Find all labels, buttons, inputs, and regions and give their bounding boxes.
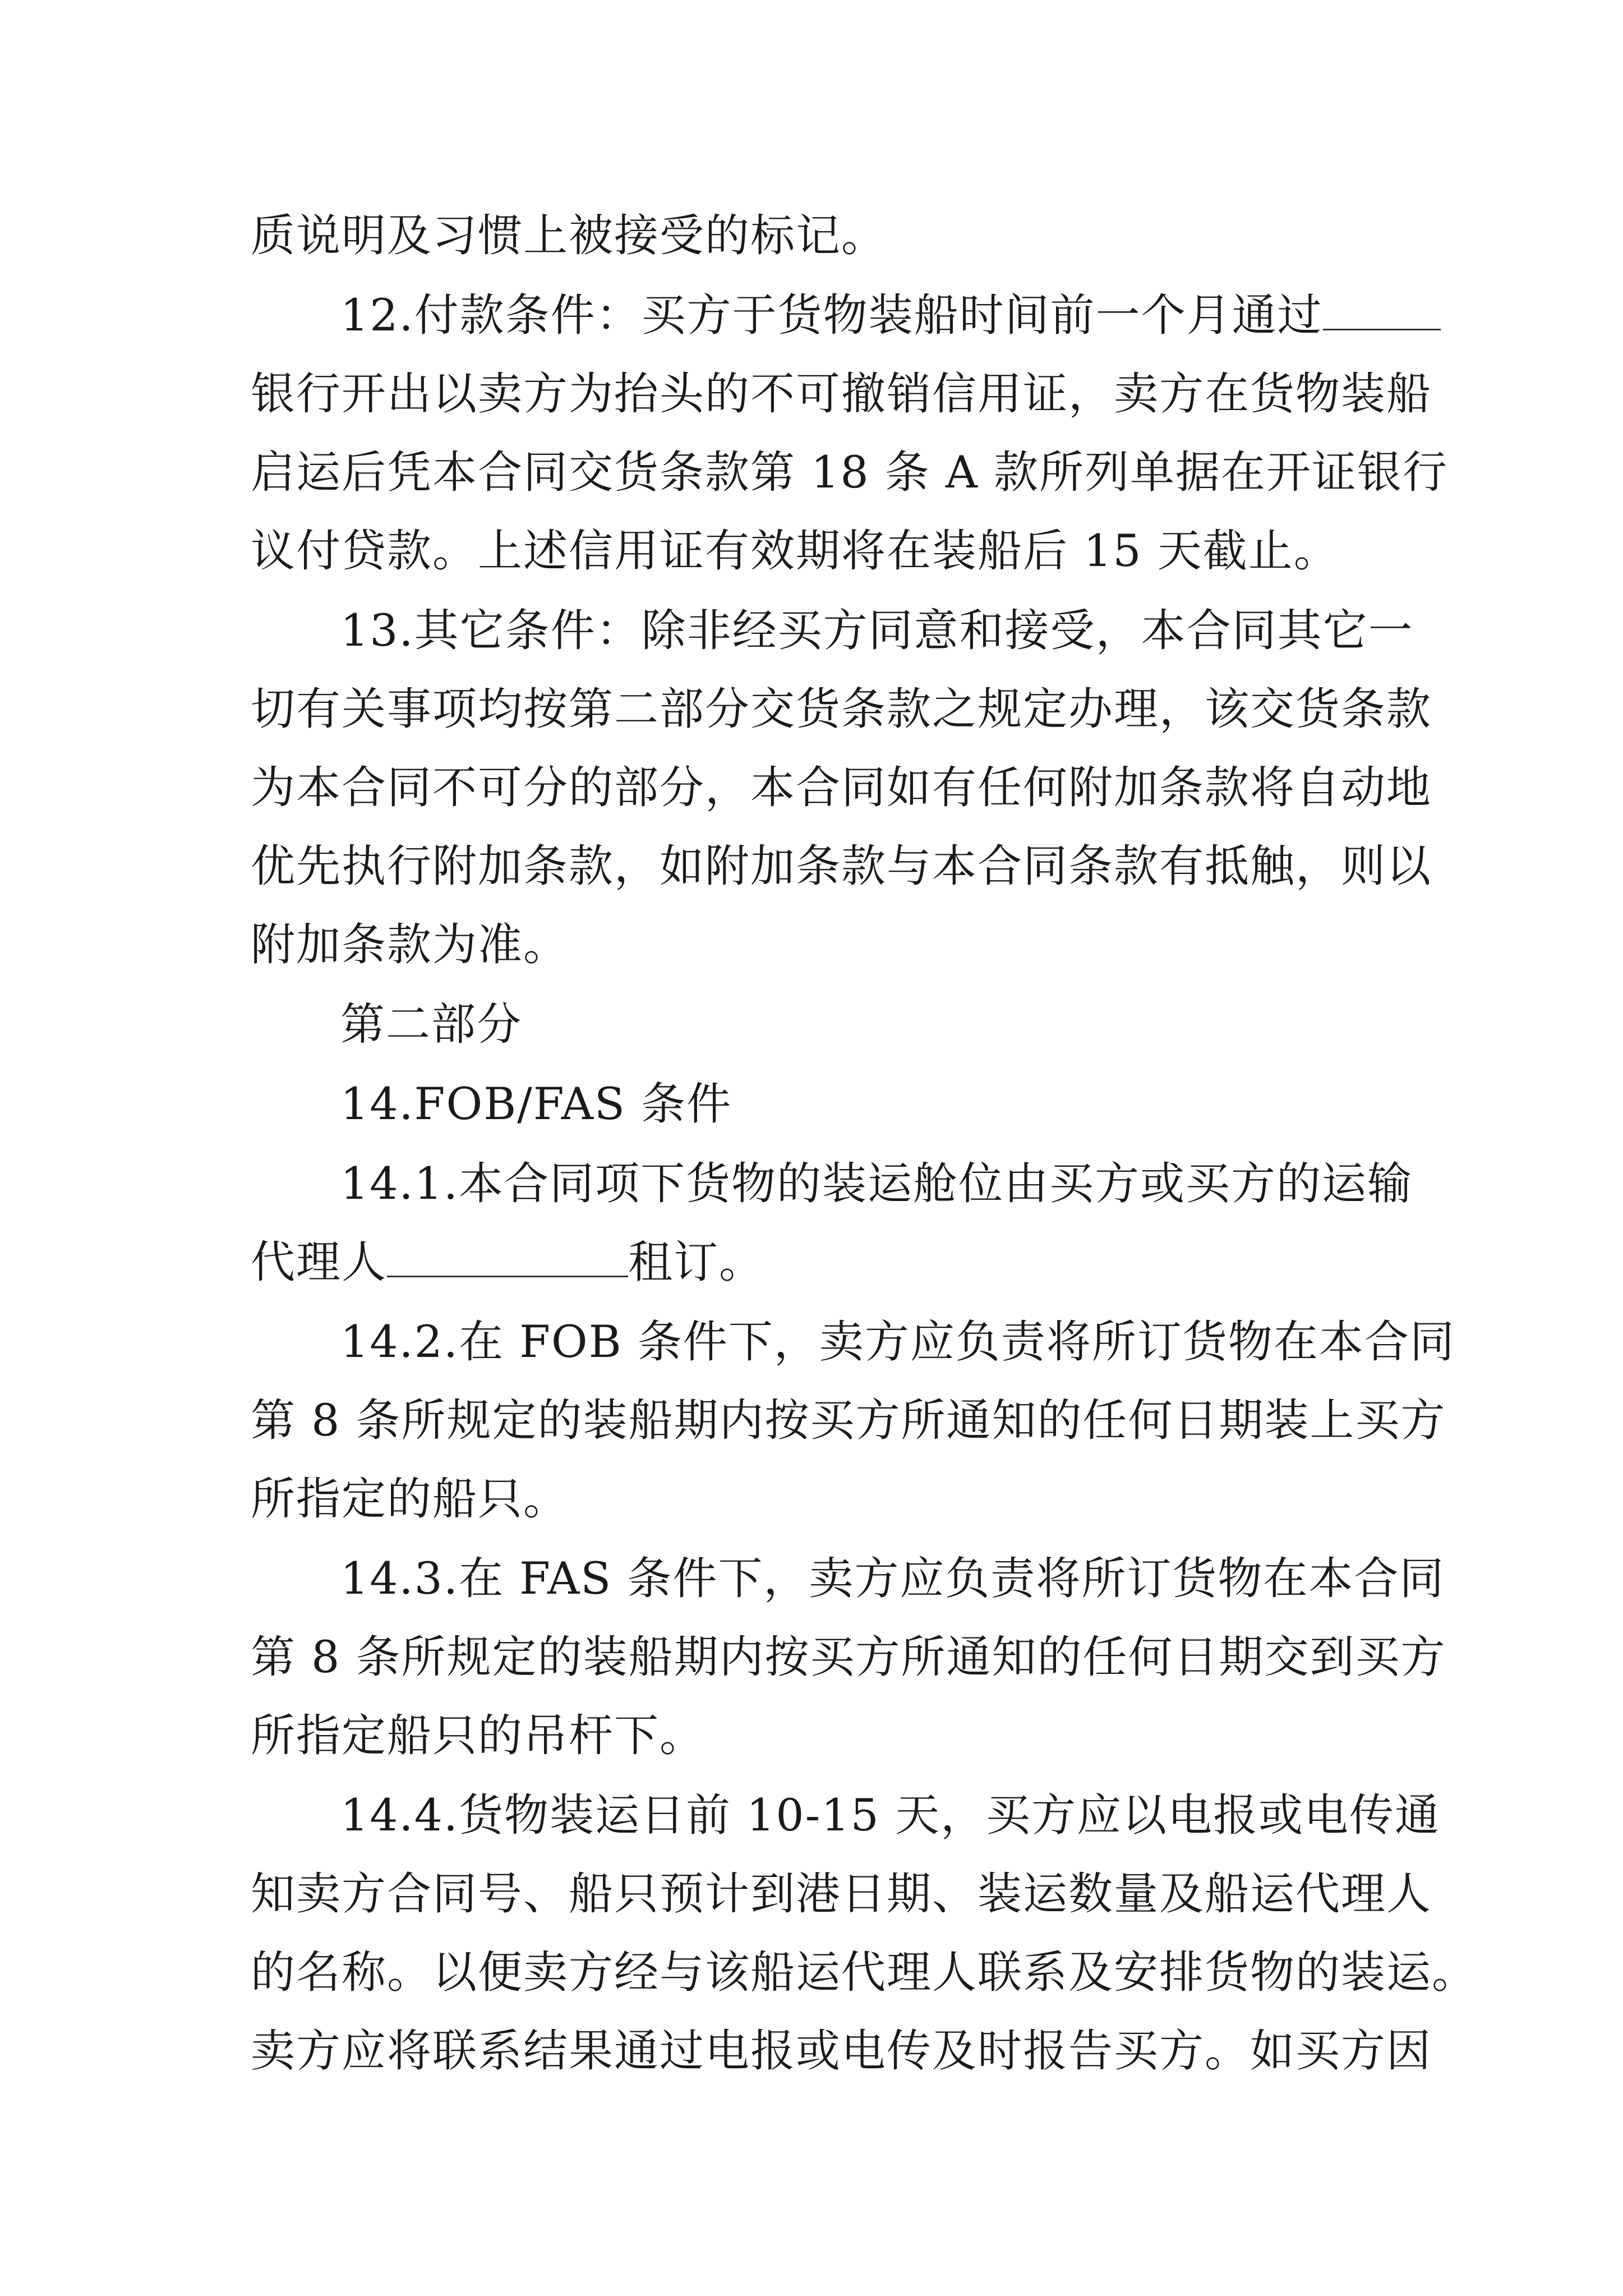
text-line: 切有关事项均按第二部分交货条款之规定办理，该交货条款 [251,683,1432,735]
text-line: 的名称。以便卖方经与该船运代理人联系及安排货物的装运。 [251,1947,1477,1998]
text-line: 为本合同不可分的部分，本合同如有任何附加条款将自动地 [251,762,1432,813]
text-line: 第 8 条所规定的装船期内按买方所通知的任何日期装上买方 [251,1395,1446,1446]
clause-14-4: 14.4.货物装运日前 10-15 天，买方应以电报或电传通 [340,1789,1440,1841]
text-line: 第 8 条所规定的装船期内按买方所通知的任何日期交到买方 [251,1631,1446,1683]
text-line: 质说明及习惯上被接受的标记。 [251,210,887,261]
section-heading-part-two: 第二部分 [340,999,522,1050]
clause-14-2: 14.2.在 FOB 条件下，卖方应负责将所订货物在本合同 [340,1316,1455,1368]
text-line [251,1234,1384,1290]
clause-14-1: 14.1.本合同项下货物的装运舱位由买方或买方的运输 [340,1158,1413,1209]
text-line: 12.付款条件：买方于货物装船时间前一个月通过 [340,289,1323,341]
clause-14-heading: 14.FOB/FAS 条件 [340,1078,732,1130]
text-line: 所指定的船只。 [251,1473,569,1525]
text-line: 附加条款为准。 [251,919,569,970]
text-line: 所指定船只的吊杆下。 [251,1710,705,1761]
text-line: 议付贷款。上述信用证有效期将在装船后 15 天截止。 [251,525,1339,577]
text-line: 租订。 [628,1236,764,1288]
bank-name-blank [1323,294,1441,330]
text-line: 优先执行附加条款，如附加条款与本合同条款有抵触，则以 [251,840,1432,892]
clause-12-payment-terms [340,287,1384,343]
clause-13-other-terms: 13.其它条件：除非经买方同意和接受，本合同其它一 [340,605,1414,656]
text-line: 卖方应将联系结果通过电报或电传及时报告买方。如买方因 [251,2025,1432,2077]
text-line: 银行开出以卖方为抬头的不可撤销信用证，卖方在货物装船 [251,368,1432,420]
shipping-agent-blank [387,1241,628,1277]
text-line: 启运后凭本合同交货条款第 18 条 A 款所列单据在开证银行 [251,447,1449,498]
text-line: 知卖方合同号、船只预计到港日期、装运数量及船运代理人 [251,1868,1432,1920]
text-line: 代理人 [251,1236,387,1288]
clause-14-3: 14.3.在 FAS 条件下，卖方应负责将所订货物在本合同 [340,1553,1445,1604]
